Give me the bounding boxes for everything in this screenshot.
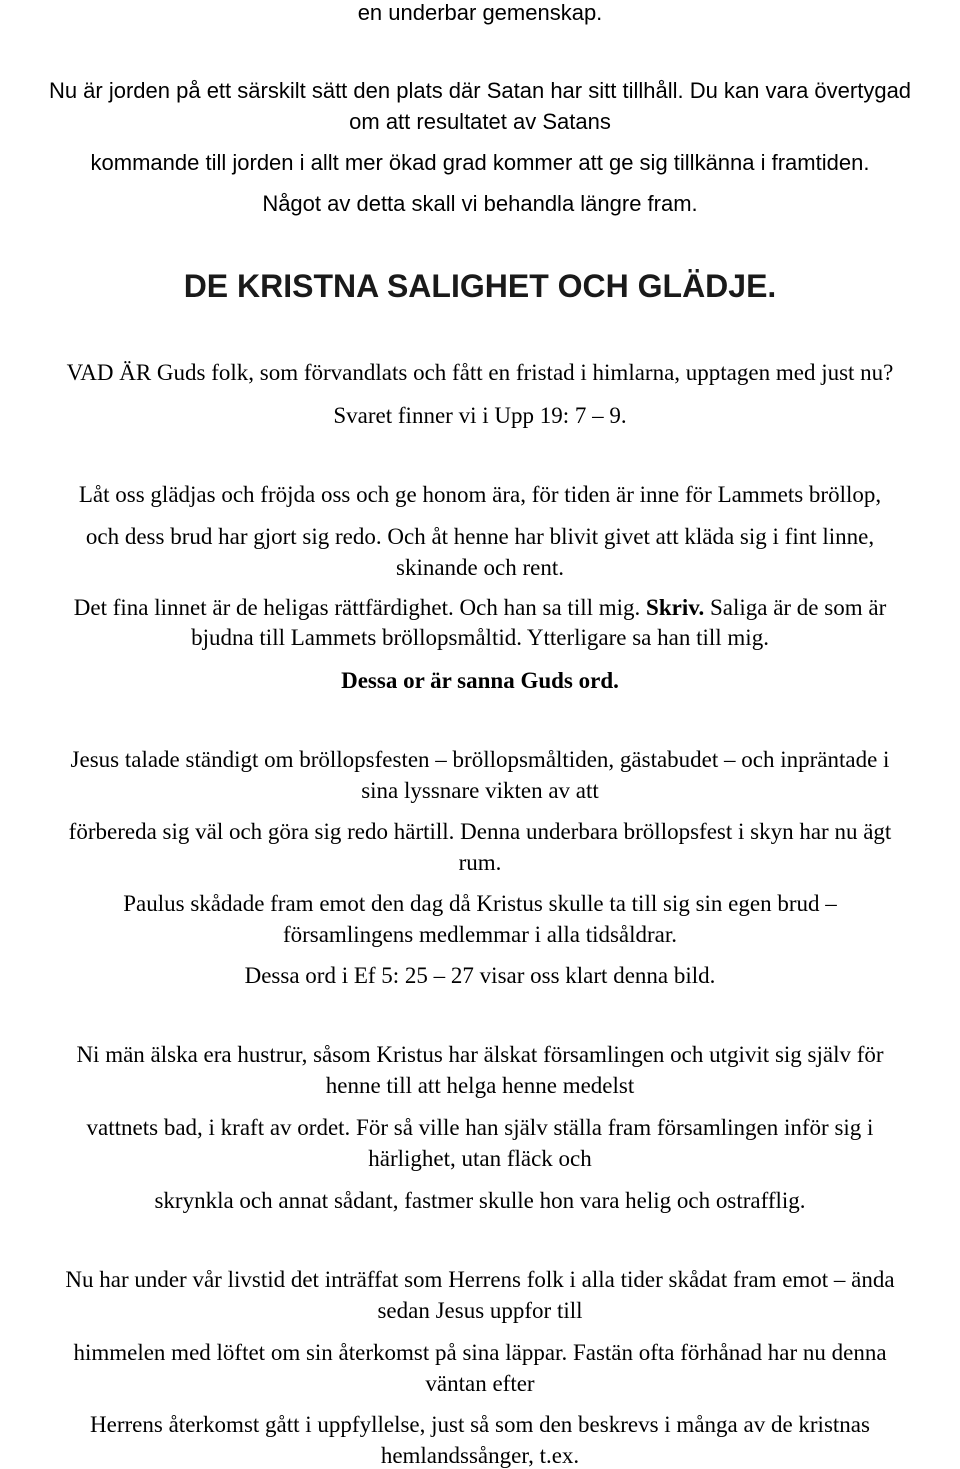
text-line (0, 596, 960, 619)
emphasis-line: Dessa or är sanna Guds ord. (341, 668, 619, 693)
text-line: VAD ÄR Guds folk, som förvandlats och fått en fristad i himlarna, upptagen med just nu? (66, 360, 894, 385)
text-line: Paulus skådade fram emot den dag då Kristus skulle ta till sig sin egen brud – (123, 891, 837, 916)
section-heading: DE KRISTNA SALIGHET OCH GLÄDJE. (183, 268, 777, 304)
text-line: bjudna till Lammets bröllopsmåltid. Ytterligare sa han till mig. (191, 625, 769, 650)
text-line: Ni män älska era hustrur, såsom Kristus har älskat församlingen och utgivit sig själv för (76, 1042, 884, 1067)
text-line: en underbar gemenskap. (357, 0, 603, 25)
text-line: Låt oss glädjas och fröjda oss och ge honom ära, för tiden är inne för Lammets bröllop, (78, 482, 882, 507)
text-line: Dessa ord i Ef 5: 25 – 27 visar oss klart denna bild. (244, 963, 716, 988)
text-line: förbereda sig väl och göra sig redo härtill. Denna underbara bröllopsfest i skyn har nu ägt (68, 819, 892, 844)
text-line: Något av detta skall vi behandla längre fram. (262, 191, 698, 216)
text-line: Herrens återkomst gått i uppfyllelse, just så som den beskrevs i många av de kristnas (90, 1412, 870, 1437)
text-span: Det fina linnet är de heligas rättfärdighet. Och han sa till mig. (73, 595, 641, 620)
text-line: sedan Jesus uppfor till (377, 1298, 583, 1323)
emphasis-text: Skriv. (646, 595, 705, 620)
text-line: om att resultatet av Satans (349, 109, 611, 134)
text-line: Svaret finner vi i Upp 19: 7 – 9. (333, 403, 627, 428)
text-line: väntan efter (425, 1371, 535, 1396)
text-line: himmelen med löftet om sin återkomst på sina läppar. Fastän ofta förhånad har nu denna (73, 1340, 887, 1365)
text-line: Nu är jorden på ett särskilt sätt den plats där Satan har sitt tillhåll. Du kan vara övertygad (48, 78, 912, 103)
text-span: Saliga är de som är (709, 595, 887, 620)
text-line: skinande och rent. (396, 555, 564, 580)
text-line: henne till att helga henne medelst (325, 1073, 635, 1098)
text-line: församlingens medlemmar i alla tidsåldrar. (282, 922, 678, 947)
text-line: sina lyssnare vikten av att (361, 778, 599, 803)
text-line: kommande till jorden i allt mer ökad grad kommer att ge sig tillkänna i framtiden. (90, 150, 870, 175)
text-line: Nu har under vår livstid det inträffat som Herrens folk i alla tider skådat fram emot – ända (65, 1267, 895, 1292)
text-line: härlighet, utan fläck och (368, 1146, 592, 1171)
text-line: vattnets bad, i kraft av ordet. För så ville han själv ställa fram församlingen inför sig i (86, 1115, 874, 1140)
text-line: skrynkla och annat sådant, fastmer skulle hon vara helig och ostrafflig. (154, 1188, 806, 1213)
text-line: rum. (458, 850, 502, 875)
text-line: hemlandssånger, t.ex. (380, 1443, 580, 1468)
text-line: och dess brud har gjort sig redo. Och åt henne har blivit givet att kläda sig i fint linne, (85, 524, 875, 549)
text-line: Jesus talade ständigt om bröllopsfesten – bröllopsmåltiden, gästabudet – och inpräntade i (70, 747, 890, 772)
